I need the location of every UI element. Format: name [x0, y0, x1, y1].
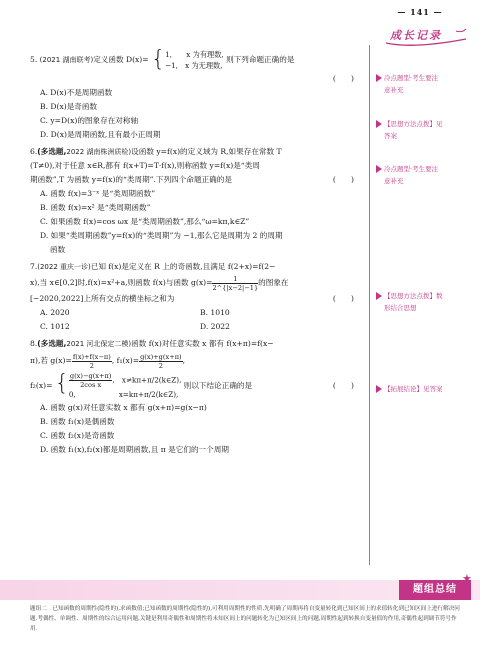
question-stem: 设函数 y=f(x)的定义域为 R,如果存在常数 T: [131, 147, 282, 156]
logo: [384, 27, 468, 47]
answer-bracket: ( ): [332, 175, 354, 184]
sidebar-note-3: 冷点题型·考生要注 意补充: [376, 163, 472, 187]
logo-text: 成长记录: [390, 29, 442, 42]
options-row: [30, 306, 362, 320]
question-number: 5.: [30, 55, 38, 64]
option-b: B. D(x)是奇函数: [40, 102, 98, 111]
multi-choice-tag: (多选题,: [37, 147, 67, 156]
answer-bracket: ( ): [332, 381, 354, 390]
question-stem: 已知 f(x)是定义在 R 上的奇函数,且满足 f(2+x)=f(2−: [90, 262, 276, 271]
option-d-cont: 函数: [50, 245, 66, 254]
question-stem-end: 则以下结论正确的是: [183, 381, 253, 390]
question-column: [30, 48, 362, 460]
question-source: 2022 湖南株洲质检): [66, 148, 132, 156]
question-source: (2021 湖南联考): [39, 56, 94, 64]
question-source: 2021 河北保定二模): [66, 340, 132, 348]
multi-choice-tag: (多选题,: [37, 339, 67, 348]
piecewise-definition: { $\frac{g(x)-g(x+\pi)}{\text{2cos x}}$ , x≠kπ+π/2(k∈Z), 0, x=kπ+π/2(k∈Z),: [54, 371, 182, 399]
arrow-icon: [376, 292, 382, 300]
option-c: C. y=D(x)的图象存在对称轴: [40, 116, 139, 125]
summary-tag: 题组总结: [399, 580, 471, 600]
arrow-icon: [376, 385, 382, 393]
arrow-icon: [376, 120, 382, 128]
question-number: 7.: [30, 262, 38, 271]
question-number: 6.: [30, 147, 38, 156]
options-row: [30, 320, 362, 334]
fraction: $\frac{1}{2\^{}\{|x-2|-1\}}$: [212, 274, 259, 292]
option-d: D. D(x)是周期函数,且有最小正周期: [40, 130, 161, 139]
question-stem-line: x),当 x∈[0,2]时,f(x)=x²+a,则函数 f(x)与函数 g(x)=: [30, 278, 213, 287]
arrow-icon: [376, 165, 382, 173]
option-b: B. 函数 f(x)=x² 是“类周期函数”: [40, 203, 151, 212]
piecewise-definition: { 1, x 为有理数, −1, x 为无理数,: [151, 47, 224, 72]
option-c: C. 如果函数 f(x)=cos ωx 是“类周期函数”,那么“ω=kπ,k∈Z”: [40, 217, 250, 226]
option-b: B. 函数 f₁(x)是偶函数: [40, 417, 115, 426]
question-stem-end: 则下列命题正确的是: [226, 55, 295, 64]
question-stem-line: (T≠0),对于任意 x∈R,都有 f(x+T)=T·f(x),则称函数 y=f(x)是“类周: [30, 161, 260, 170]
option-b: B. 1010: [200, 308, 230, 317]
summary-text: 题组二 已知函数的周期性(隐性的),求函数值;已知函数的周期性(隐性的),可利用周期性的性质,先明确了周期再将自变量转化到已知区间上的求值转化到已知区间上进行解决问题.考偶性、单调性、周期性的综合运用问题,关键是利用奇偶性和周期性将未知区间上的问题转化为已知区间上的问题,周期性起到转换自变量值的作用,奇偶性起到调节符号作用.: [30, 606, 460, 632]
sidebar-note-5: 【拓展结论】见答案: [376, 383, 472, 395]
option-c: C. 函数 f₂(x)是奇函数: [40, 431, 115, 440]
option-d: D. 函数 f₁(x),f₂(x)都是周期函数,且 π 是它们的一个周期: [40, 445, 229, 454]
question-number: 8.: [30, 339, 38, 348]
sidebar-note-4: 【思想方法点拨】数 形结合思想: [376, 290, 472, 314]
fraction: $\frac{g(x)+g(x+\pi)}{2}$: [140, 352, 182, 370]
answer-bracket: ( ): [332, 74, 354, 83]
option-c: C. 1012: [40, 322, 70, 331]
margin-divider: [369, 45, 370, 565]
question-source: (2022 重庆一诊): [37, 263, 91, 271]
question-stem-line: 期函数”,T 为函数 y=f(x)的“类周期”.下列四个命题正确的是: [30, 175, 232, 184]
question-8: 8.(多选题,2021 河北保定二模)函数 f(x)对任意实数 x 都有 f(x+π)=f(x− π),若 g(x)= $\frac{f(x)+f(x-\pi)}{2}$ , f₁(x)= $\frac{g(x)+g(x+\pi)}{2}$ , f₂(x)= { $\frac{g(x)-g(x+\pi)}{\text{2cos x}}$ , x≠kπ+π/2(k∈Z), 0, x=kπ+π/2(k∈Z), 则以下结论正确的是 ( ) A. 函数 g(x)对任意实数 x 都有 g(x+π)=g(x−π) B. 函数 f₁(x)是偶函数 C. 函数 f₂(x)是奇函数 D. 函数 f₁(x),f₂(x)都是周期函数,且 π 是它们的一个周期: [30, 337, 362, 457]
arrow-icon: [376, 74, 382, 82]
question-7: 7.(2022 重庆一诊)已知 f(x)是定义在 R 上的奇函数,且满足 f(2+x)=f(2− x),当 x∈[0,2]时,f(x)=x²+a,则函数 f(x)与函数 g(x)= $\frac{1}{2\^{}\{|x-2|-1\}}$ 的图象在 [−2020,2022]上所有交点的横坐标之和为 ( ) A. 2020 B. 1010 C. 1012 D. 2022: [30, 260, 362, 334]
answer-bracket: ( ): [332, 294, 354, 303]
question-stem: 定义函数 D(x)=: [93, 55, 149, 64]
page-number: — 141 —: [397, 7, 443, 17]
question-5: [30, 48, 362, 142]
option-a: A. 2020: [40, 308, 70, 317]
option-a: A. 函数 g(x)对任意实数 x 都有 g(x+π)=g(x−π): [40, 403, 207, 412]
sidebar-note-2: 【思想方法点拨】见 答案: [376, 118, 472, 142]
question-6: [30, 145, 362, 257]
option-d: D. 2022: [200, 322, 230, 331]
star-icon: ★: [462, 572, 472, 585]
option-d: D. 如果“类周期函数”y=f(x)的“类周期”为 −1,那么它是周期为 2 的周期: [40, 231, 283, 240]
question-stem: 函数 f(x)对任意实数 x 都有 f(x+π)=f(x−: [131, 339, 274, 348]
option-a: A. D(x)不是周期函数: [40, 88, 113, 97]
sidebar-note-1: 冷点题型·考生要注 意补充: [376, 72, 472, 96]
option-a: A. 函数 f(x)=3⁻ˣ 是“类周期函数”: [40, 189, 156, 198]
fraction: $\frac{f(x)+f(x-\pi)}{2}$: [72, 352, 111, 370]
question-stem-line: [−2020,2022]上所有交点的横坐标之和为: [30, 294, 175, 303]
